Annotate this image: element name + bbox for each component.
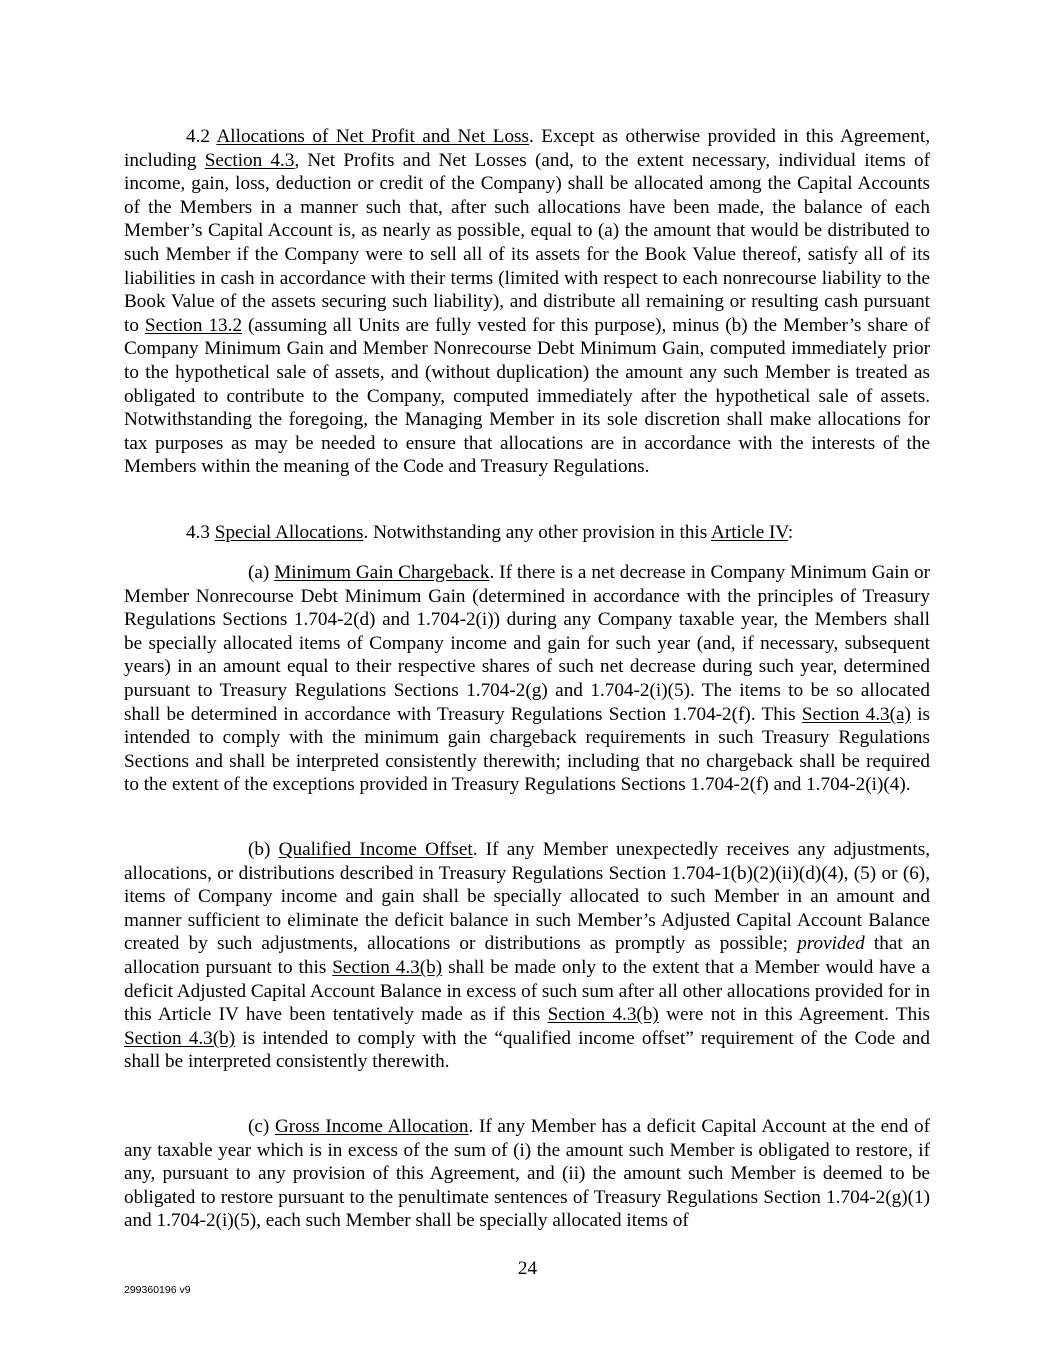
section-heading: Allocations of Net Profit and Net Loss xyxy=(216,126,529,147)
section-4-2-paragraph: 4.2 Allocations of Net Profit and Net Loss. Except as otherwise provided in this Agreement, including Section 4.3, Net Profits and Net Losses (and, to the extent necessary, individual items of income, gain, loss, deduction or credit of the Company) shall be allocated among the Capital Accounts of the Members in a manner such that, after such allocations have been made, the balance of each Member’s Capital Account is, as nearly as possible, equal to (a) the amount that would be distributed to such Member if the Company were to sell all of its assets for the Book Value thereof, satisfy all of its liabilities in cash in accordance with their terms (limited with respect to each nonrecourse liability to the Book Value of the assets securing such liability), and distribute all remaining or resulting cash pursuant to Section 13.2 (assuming all Units are fully vested for this purpose), minus (b) the Member’s share of Company Minimum Gain and Member Nonrecourse Debt Minimum Gain, computed immediately prior to the hypothetical sale of assets, and (without duplication) the amount any such Member is treated as obligated to contribute to the Company, computed immediately after the hypothetical sale of assets. Notwithstanding the foregoing, the Managing Member in its sole discretion shall make allocations for tax purposes as may be needed to ensure that allocations are in accordance with the interests of the Members within the meaning of the Code and Treasury Regulations. xyxy=(124,126,930,478)
subsection-c-paragraph: (c) Gross Income Allocation. If any Member has a deficit Capital Account at the end of any taxable year which is in excess of the sum of (i) the amount such Member is obligated to restore, if any, pursuant to any provision of this Agreement, and (ii) the amount such Member is deemed to be obligated to restore pursuant to the penultimate sentences of Treasury Regulations Section 1.704-2(g)(1) and 1.704-2(i)(5), each such Member shall be specially allocated items of xyxy=(124,1116,931,1232)
subsection-heading: Qualified Income Offset xyxy=(278,839,473,860)
subsection-label: (c) xyxy=(248,1116,270,1137)
subsection-a-paragraph: (a) Minimum Gain Chargeback. If there is a net decrease in Company Minimum Gain or Member Nonrecourse Debt Minimum Gain (determined in accordance with the principles of Treasury Regulations Sections 1.704-2(d) and 1.704-2(i)) during any Company taxable year, the Members shall be specially allocated items of Company income and gain for such year (and, if necessary, subsequent years) in an amount equal to their respective shares of such net decrease during such year, determined pursuant to Treasury Regulations Sections 1.704-2(g) and 1.704-2(i)(5). The items to be so allocated shall be determined in accordance with Treasury Regulations Section 1.704-2(f). This Section 4.3(a) is intended to comply with the minimum gain chargeback requirements in such Treasury Regulations Sections and shall be interpreted consistently therewith; including that no chargeback shall be required to the extent of the exceptions provided in Treasury Regulations Sections 1.704-2(f) and 1.704-2(i)(4). xyxy=(124,562,931,796)
section-heading: Special Allocations xyxy=(214,522,364,543)
subsection-label: (b) xyxy=(248,839,271,860)
cross-reference-link[interactable]: Article IV xyxy=(710,522,788,543)
cross-reference-link[interactable]: Section 13.2 xyxy=(144,314,243,336)
subsection-heading: Gross Income Allocation xyxy=(274,1116,469,1137)
cross-reference-link[interactable]: Section 4.3(a) xyxy=(801,703,911,725)
subsection-b-paragraph: (b) Qualified Income Offset. If any Member unexpectedly receives any adjustments, allocations, or distributions described in Treasury Regulations Section 1.704-1(b)(2)(ii)(d)(4), (5) or (6), items of Company income and gain shall be specially allocated to such Member in an amount and manner sufficient to eliminate the deficit balance in such Member’s Adjusted Capital Account Balance created by such adjustments, allocations or distributions as promptly as possible; provided that an allocation pursuant to this Section 4.3(b) shall be made only to the extent that a Member would have a deficit Adjusted Capital Account Balance in excess of such sum after all other allocations provided for in this Article IV have been tentatively made as if this Section 4.3(b) were not in this Agreement. This Section 4.3(b) is intended to comply with the “qualified income offset” requirement of the Code and shall be interpreted consistently therewith. xyxy=(124,839,931,1073)
section-4-3-paragraph: 4.3 Special Allocations. Notwithstanding any other provision in this Article IV: xyxy=(186,522,794,543)
cross-reference-link[interactable]: Section 4.3 xyxy=(204,149,295,171)
cross-reference-link[interactable]: Section 4.3(b) xyxy=(332,956,443,978)
subsection-heading: Minimum Gain Chargeback xyxy=(274,562,490,583)
section-number: 4.3 xyxy=(186,522,210,543)
section-number: 4.2 xyxy=(186,126,210,147)
subsection-label: (a) xyxy=(248,562,270,583)
cross-reference-link[interactable]: Section 4.3(b) xyxy=(547,1004,659,1026)
emphasis-provided: provided xyxy=(797,933,865,955)
document-id: 299360196 v9 xyxy=(124,1284,191,1296)
cross-reference-link[interactable]: Section 4.3(b) xyxy=(124,1027,236,1049)
page-number: 24 xyxy=(517,1258,538,1279)
